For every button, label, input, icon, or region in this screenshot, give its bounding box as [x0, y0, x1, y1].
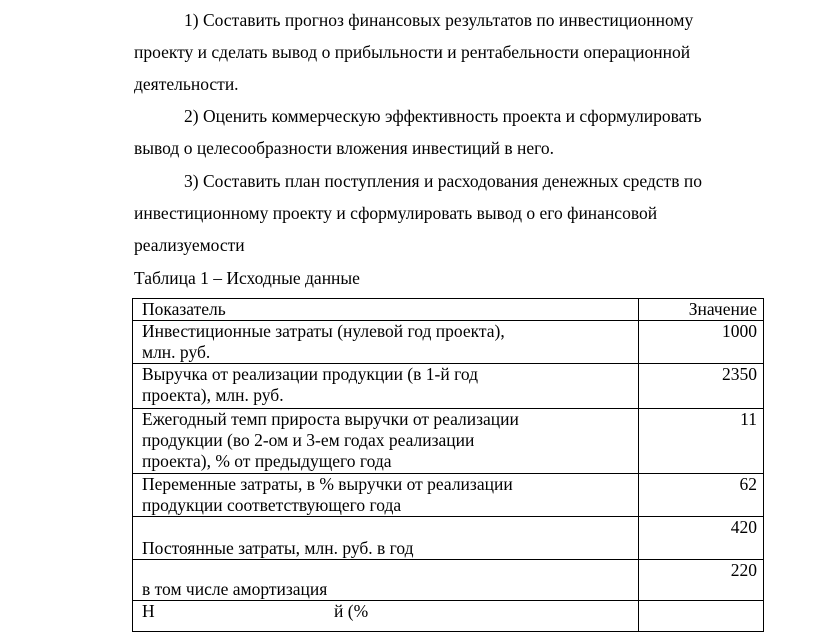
indicator-line: Инвестиционные затраты (нулевой год проекта),	[142, 321, 505, 341]
task-1-line-3: деятельности.	[134, 74, 239, 94]
task-1-line-1: 1) Составить прогноз финансовых результатов по инвестиционному	[184, 10, 694, 30]
value-cell: 1000	[638, 321, 763, 364]
table-row-partial	[133, 601, 764, 632]
task-3-line-3: реализуемости	[134, 235, 245, 255]
table-row	[133, 560, 764, 601]
indicator-line: Н й (%	[142, 601, 369, 621]
header-indicator: Показатель	[133, 299, 639, 321]
value-cell: 2350	[638, 364, 763, 409]
indicator-line: Выручка от реализации продукции (в 1-й год	[142, 364, 478, 384]
indicator-line: проекта), % от предыдущего года	[142, 451, 392, 471]
header-value: Значение	[638, 299, 763, 321]
indicator-line: продукции соответствующего года	[142, 495, 402, 515]
table-row	[133, 364, 764, 409]
indicator-cell	[133, 409, 639, 474]
indicator-line: Постоянные затраты, млн. руб. в год	[142, 538, 414, 558]
indicator-cell	[133, 321, 639, 364]
indicator-line: Переменные затраты, в % выручки от реализации	[142, 474, 513, 494]
table-row	[133, 517, 764, 560]
table-row	[133, 409, 764, 474]
indicator-cell	[133, 560, 639, 601]
value-cell: 420	[638, 517, 763, 560]
table-caption: Таблица 1 – Исходные данные	[134, 268, 360, 288]
indicator-cell	[133, 601, 639, 632]
task-1-line-2: проекту и сделать вывод о прибыльности и рентабельности операционной	[134, 42, 691, 62]
value-cell	[638, 601, 763, 632]
task-2-line-1: 2) Оценить коммерческую эффективность проекта и сформулировать	[184, 106, 702, 126]
indicator-line: проекта), млн. руб.	[142, 385, 284, 405]
indicator-line: продукции (во 2-ом и 3-ем годах реализации	[142, 430, 475, 450]
indicator-cell	[133, 517, 639, 560]
value-cell: 62	[638, 474, 763, 517]
table-row	[133, 321, 764, 364]
value-cell: 220	[638, 560, 763, 601]
table-row	[133, 474, 764, 517]
indicator-cell	[133, 364, 639, 409]
task-2-line-2: вывод о целесообразности вложения инвестиций в него.	[134, 138, 555, 158]
table-header-row	[133, 299, 764, 321]
task-3-line-2: инвестиционному проекту и сформулировать вывод о его финансовой	[134, 203, 658, 223]
value-cell: 11	[638, 409, 763, 474]
indicator-cell	[133, 474, 639, 517]
task-3-line-1: 3) Составить план поступления и расходования денежных средств по	[184, 171, 702, 191]
indicator-line: Ежегодный темп прироста выручки от реализации	[142, 409, 519, 429]
indicator-line: в том числе амортизация	[142, 579, 328, 599]
source-data-table	[132, 298, 764, 632]
indicator-line: млн. руб.	[142, 342, 211, 362]
